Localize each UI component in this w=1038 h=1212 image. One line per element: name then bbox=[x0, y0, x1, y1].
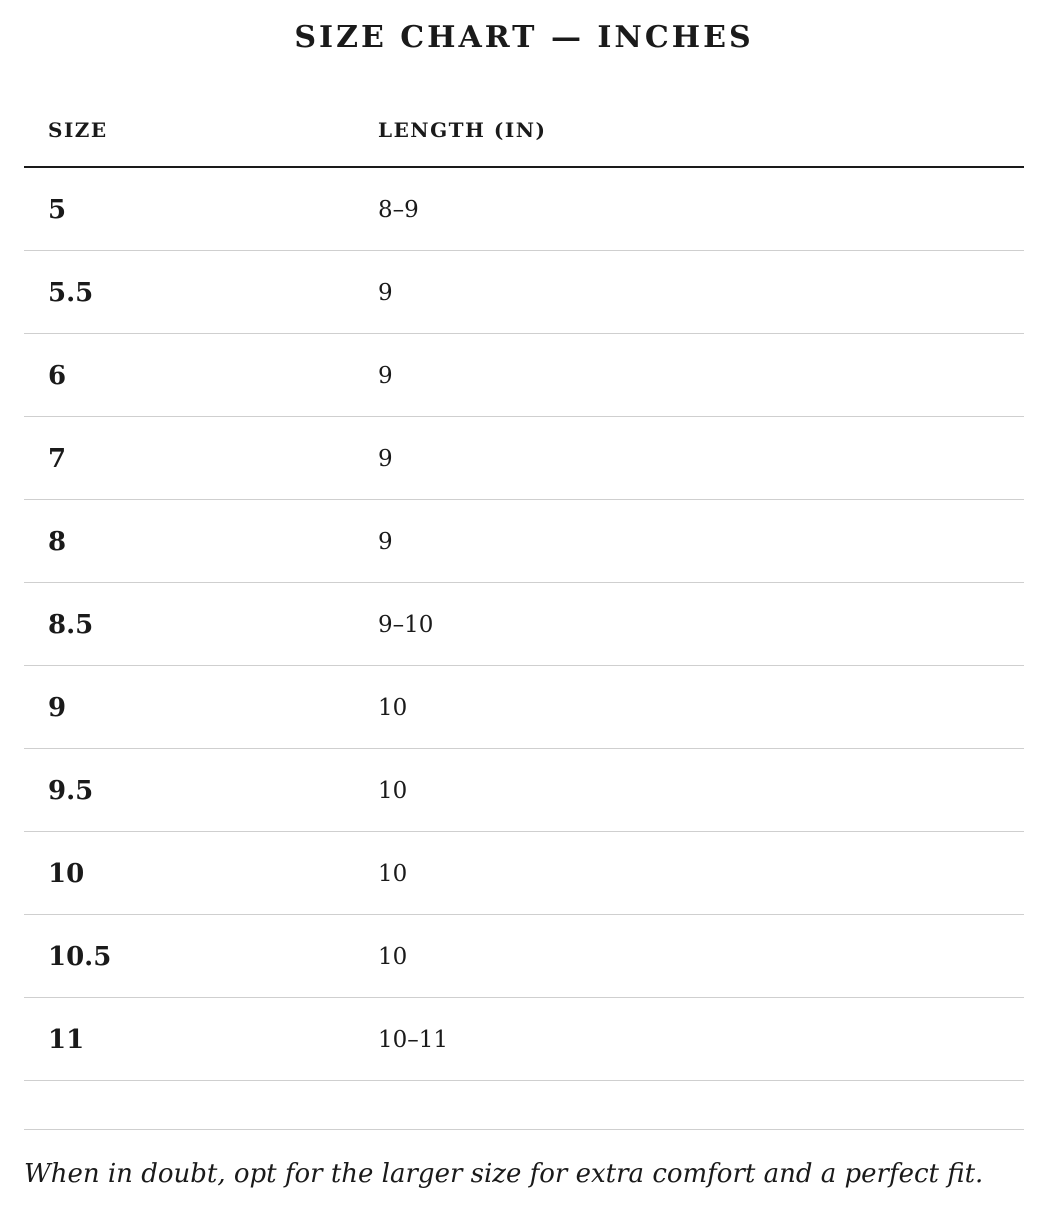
table-row bbox=[24, 417, 1024, 500]
length-cell: 10–11 bbox=[378, 1027, 449, 1053]
table-row bbox=[24, 749, 1024, 832]
table-row bbox=[24, 832, 1024, 915]
table-row bbox=[24, 998, 1024, 1081]
page-title: SIZE CHART — INCHES bbox=[294, 20, 754, 55]
length-cell: 9 bbox=[378, 363, 393, 389]
table-row bbox=[24, 334, 1024, 417]
fit-note: When in doubt, opt for the larger size for extra comfort and a perfect fit. bbox=[24, 1159, 984, 1189]
table-row bbox=[24, 583, 1024, 666]
size-cell: 10.5 bbox=[48, 942, 112, 972]
size-cell: 9.5 bbox=[48, 776, 94, 806]
length-cell: 10 bbox=[378, 778, 408, 804]
size-cell: 6 bbox=[48, 361, 67, 391]
column-header-length: LENGTH (IN) bbox=[378, 118, 547, 142]
length-cell: 9–10 bbox=[378, 612, 434, 638]
table-row bbox=[24, 251, 1024, 334]
length-cell: 9 bbox=[378, 280, 393, 306]
size-cell: 9 bbox=[48, 693, 67, 723]
size-cell: 5 bbox=[48, 195, 67, 225]
table-row bbox=[24, 168, 1024, 251]
size-cell: 11 bbox=[48, 1025, 85, 1055]
length-cell: 10 bbox=[378, 695, 408, 721]
column-header-size: SIZE bbox=[48, 118, 108, 142]
size-cell: 5.5 bbox=[48, 278, 94, 308]
length-cell: 9 bbox=[378, 446, 393, 472]
table-row bbox=[24, 500, 1024, 583]
size-table bbox=[24, 100, 1024, 1130]
size-cell: 8.5 bbox=[48, 610, 94, 640]
table-row bbox=[24, 915, 1024, 998]
size-cell: 7 bbox=[48, 444, 67, 474]
table-header bbox=[24, 100, 1024, 168]
length-cell: 9 bbox=[378, 529, 393, 555]
table-row bbox=[24, 666, 1024, 749]
length-cell: 10 bbox=[378, 944, 408, 970]
length-cell: 8–9 bbox=[378, 197, 419, 223]
length-cell: 10 bbox=[378, 861, 408, 887]
size-cell: 8 bbox=[48, 527, 67, 557]
table-spacer-row bbox=[24, 1081, 1024, 1130]
size-cell: 10 bbox=[48, 859, 85, 889]
